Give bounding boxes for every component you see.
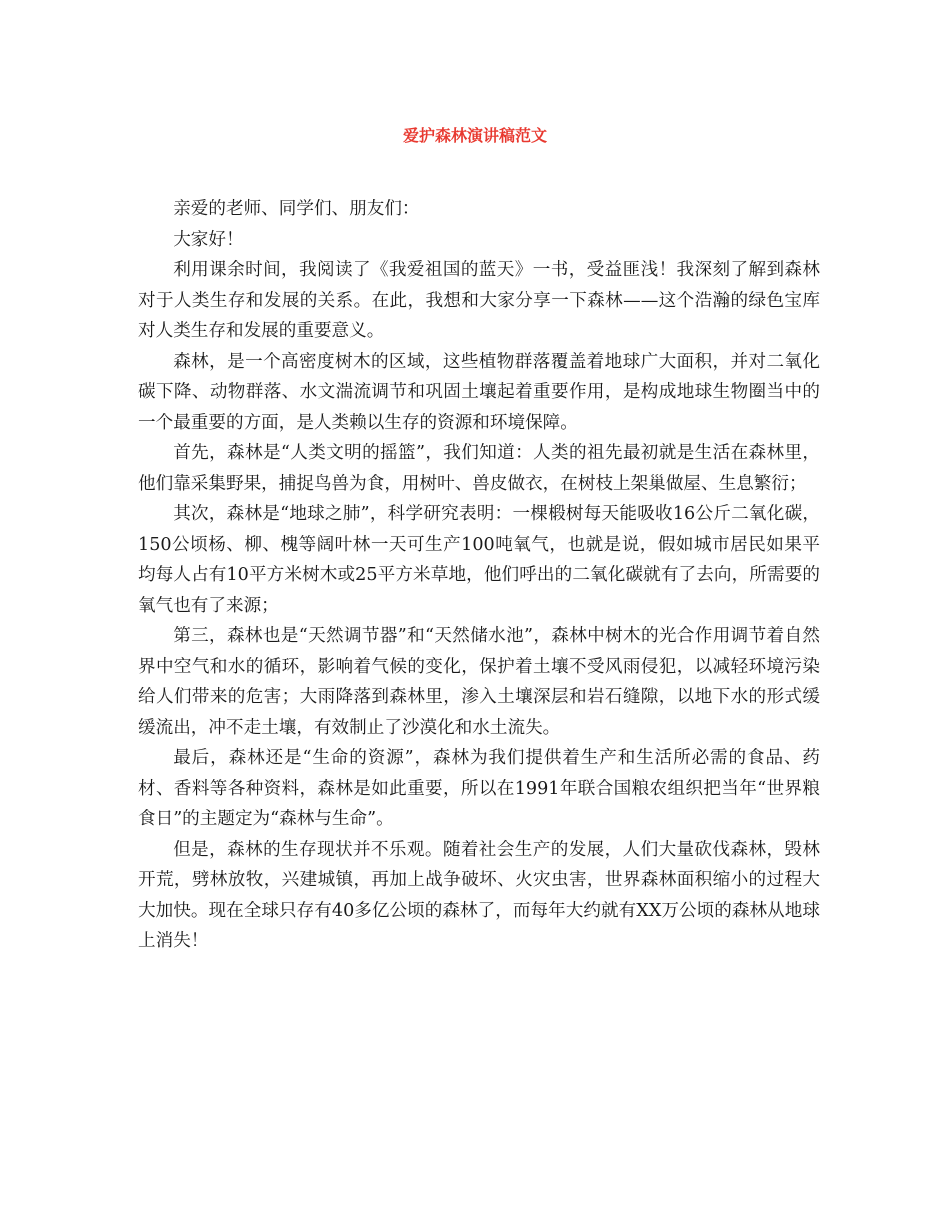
paragraph-greeting: 亲爱的老师、同学们、朋友们：: [173, 199, 420, 219]
paragraph-first: 首先，森林是“人类文明的摇篮”，我们知道：人类的祖先最初就是生活在森林里，他们靠采集野果，捕捉鸟兽为食，用树叶、兽皮做衣，在树枝上架巢做屋、生息繁衍；: [138, 443, 820, 494]
paragraph-status: 但是，森林的生存现状并不乐观。随着社会生产的发展，人们大量砍伐森林，毁林开荒，劈林放牧，兴建城镇，再加上战争破坏、火灾虫害，世界森林面积缩小的过程大大加快。现在全球只存有40多亿公顷的森林了，而每年大约就有XX万公顷的森林从地球上消失！: [138, 839, 820, 951]
paragraph-third: 第三，森林也是“天然调节器”和“天然储水池”，森林中树木的光合作用调节着自然界中空气和水的循环，影响着气候的变化，保护着土壤不受风雨侵犯，以减轻环境污染给人们带来的危害；大雨降落到森林里，渗入土壤深层和岩石缝隙，以地下水的形式缓缓流出，冲不走土壤，有效制止了沙漠化和水土流失。: [138, 626, 820, 738]
paragraph-hello: 大家好！: [173, 229, 244, 250]
paragraph-second: 其次，森林是“地球之肺”，科学研究表明：一棵椴树每天能吸收16公斤二氧化碳，150公顷杨、柳、槐等阔叶林一天可生产100吨氧气，也就是说，假如城市居民如果平均每人占有10平方米树木或25平方米草地，他们呼出的二氧化碳就有了去向，所需要的氧气也有了来源；: [138, 504, 820, 616]
paragraph-definition: 森林，是一个高密度树木的区域，这些植物群落覆盖着地球广大面积，并对二氧化碳下降、动物群落、水文湍流调节和巩固土壤起着重要作用，是构成地球生物圈当中的一个最重要的方面，是人类赖以生存的资源和环境保障。: [138, 351, 820, 433]
document-body: [138, 194, 820, 957]
paragraph-last: 最后，森林还是“生命的资源”，森林为我们提供着生产和生活所必需的食品、药材、香料等各种资料，森林是如此重要，所以在1991年联合国粮农组织把当年“世界粮食日”的主题定为“森林与生命”。: [138, 748, 820, 829]
paragraph-intro: 利用课余时间，我阅读了《我爱祖国的蓝天》一书，受益匪浅！我深刻了解到森林对于人类生存和发展的关系。在此，我想和大家分享一下森林——这个浩瀚的绿色宝库对人类生存和发展的重要意义。: [138, 260, 820, 341]
document-title: 爱护森林演讲稿范文: [402, 126, 547, 145]
